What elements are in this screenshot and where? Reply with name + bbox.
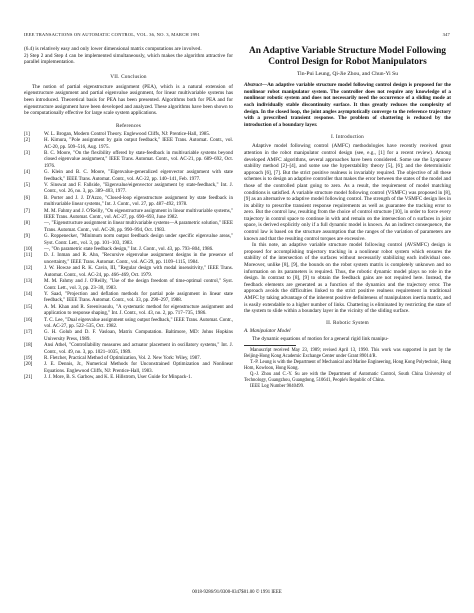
left-column [24,46,233,382]
reference-text: G. Klein and B. C. Moore, "Eigenvalue-generalized eigenvector assignment with state feedback," IEEE Trans. Automat. Contr., vol. AC-22, pp. 140–141, Feb. 1977. [44,170,233,182]
section-heading-robotic-system: II. Robotic System [326,319,369,326]
footnote: IEEE Log Number 9040499. [250,383,305,389]
reference-item [24,343,233,356]
reference-text: R. Fletcher, Practical Method of Optimization, Vol. 2. New York: Wiley, 1987. [44,355,201,361]
reference-list [24,132,233,382]
reference-number: [5] [24,183,30,188]
reference-number: [3] [24,150,30,156]
footnote: Manuscript received May 23, 1989; revised April 13, 1990. This work was supported in part by the Beijing-Hong Kong Academic Exchange Center under Grant 89014/R. [244,348,451,360]
reference-item [24,330,233,343]
reference-number: [9] [24,234,30,240]
reference-item [24,279,233,292]
paragraph-model: The dynamic equations of motion for a general rigid link manipu- [252,335,389,342]
paragraph-intro-1: Adaptive model following control (AMFC) methodologies have recently received great attention in the robot manipulator control design (see, e.g., [1] for a recent review). Among developed AMFC algorithms, several approaches have been considered. Some use the Lyapunov stability method [2]–[4], and some use the hyperstability theory [5], [6]; and the deterministic approach [6], [7]. But the strict positive realness is invariably required. The objective of all these schemes is to design an adaptive controller that makes the error between the states of the model and those of the controlled plant going to zero. As a result, the requirement of model matching conditions is satisfied. A variable structure model following control (VSMFC) was proposed in [8], [9] as an alternative to adaptive model following control. The strength of the VSMFC design lies in its ability to prescribe transient response requirements as well as guarantee the tracking error to zero. But the control law, resulting from the choice of control structure [10], in order to force every trajectory in control space to continue in with and remain on the intersection of n surfaces in joint space, is derived explicitly only if a full dynamic model is known. As an indirect consequence, the control law is based on the structure assumption that the ranges of the variation of parameters are known and that the resulting control torques are excessive. [244,143,451,242]
reference-text: Ansi Athel, "Controllability measures and actuator placement in oscillatory systems," Int. J. Contr., vol. 49, no. 3, pp. 1021–1035, 1989. [44,343,233,355]
reference-number: [13] [24,279,33,285]
reference-number: [21] [24,375,33,381]
section-heading-introduction: I. Introduction [331,134,364,141]
paragraph-conclusion: The notion of partial eigenstructure assignment (PEA), which is a natural extension of eigenstructure assignment and partial eigenvalue assignment, for linear multivariable systems has been introduced. Theoretical basis for PEA has been presented. Algorithms both for PEA and for eigenstructure assignment have been developed and analyzed. These algorithms have been shown to be computationally effective for large scale system applications. [24,83,233,117]
reference-number: [11] [24,253,33,259]
reference-number: [17] [24,330,33,336]
reference-text: M. M. Fahmy and J. O'Reilly, "On eigenstructure assignment in linear multivariable systems," IEEE Trans. Automat. Contr., vol. AC-27, pp. 690–693, June 1982. [44,208,233,221]
reference-item [24,375,233,381]
reference-number: [14] [24,291,33,297]
reference-item [24,170,233,183]
footnote: Q.-J. Zhou and C.-Y. Su are with the Department of Automatic Control, South China University of Technology, Guangzhou, Guangdong, 510641, People's Republic of China. [244,372,451,383]
paragraph-parallel-note: 2) Step 2 and Step 4 can be implemented simultaneously, which makes the algorithm attractive for parallel implementation. [24,52,233,66]
reference-item [24,318,233,331]
reference-number: [15] [24,304,33,310]
reference-number: [19] [24,355,33,361]
reference-item [24,234,233,247]
reference-number: [6] [24,195,30,201]
reference-text: G. Roppenecker, "Minimum norm output feedback design under specific eigenvalue areas," Syst. Contr. Lett., vol. 3, pp. 101–103, 1983. [44,234,233,246]
footnote-divider [244,345,296,346]
reference-text: J. E. Dennis, Jr., Numerical Methods for Unconstrained Optimization and Nonlinear Equations. Englewood Cliffs, NJ: Prentice-Hall, 1983. [44,362,233,374]
reference-text: V. Sinswat and F. Fallside, "Eigenvalue/eigenvector assignment by state-feedback," Int. J. Contr., vol. 26, no. 3, pp. 389–403, 1977. [44,183,233,195]
reference-text: W. L. Brogan, Modern Control Theory. Englewood Cliffs, NJ: Prentice-Hall, 1985. [44,131,211,137]
paper-title: An Adaptive Variable Structure Model Following Control Design for Robot Manipulators [249,46,446,67]
reference-number: [12] [24,266,33,272]
reference-text: T. C. Lee, "Dual eigenvalue assignment using output feedback," IEEE Trans. Automat. Contr., vol. AC-27, pp. 522–535, Oct. 1982. [44,317,233,329]
references-heading: References [115,122,142,129]
reference-number: [2] [24,138,30,144]
reference-number: [20] [24,362,33,368]
section-heading-conclusion: VII. Conclusion [110,73,147,80]
reference-item [24,292,233,305]
reference-item [24,138,233,151]
right-column [244,46,451,390]
reference-item [24,221,233,234]
subsection-heading-manipulator-model: A. Manipulator Model [244,327,291,334]
reference-item [24,196,233,209]
reference-text: D. J. Inman and R. Ahn, "Recursive eigenvalue assignment designs in the presence of uncertainty," IEEE Trans. Automat. Contr., vol. AC-29, pp. 1109–1115, 1984. [44,253,233,265]
abstract [244,82,451,128]
paper-authors: Tin-Pui Leung, Qi-Jie Zhou, and Chun-Yi Su [296,71,399,78]
reference-item [24,305,233,318]
reference-number: [7] [24,208,30,214]
reference-text: B. Porter and J. J. D'Azzo, "Closed-loop eigenstructure assignment by state feedback in multivariable linear systems," Int. J. Contr., vol. 27, pp. 487–492, 1978. [44,195,233,208]
reference-item [24,362,233,375]
paragraph-step-note: (6.4) is relatively easy and only lower dimensional matrix computations are involved. [24,46,202,52]
reference-item [24,253,233,266]
reference-item [24,209,233,222]
footnote: T.-P. Leung is with the Department of Mechanical and Marine Engineering, Hong Kong Polytechnic, Hung Hom, Kowloon, Hong Kong. [244,360,451,372]
page-number: 347 [442,32,450,37]
reference-item [24,266,233,279]
reference-number: [8] [24,221,30,227]
reference-text: A. M. Khan and R. Sreenivasulu, "A systematic method for eigenstructure assignment and application to response shaping," Int. J. Contr., vol. 43, no. 2, pp. 717–735, 1986. [44,304,233,317]
journal-header: IEEE TRANSACTIONS ON AUTOMATIC CONTROL, VOL. 36, NO. 3, MARCH 1991 [24,32,200,37]
reference-number: [16] [24,317,33,323]
reference-text: M. M. Fahmy and J. O'Reilly, "Use of the design freedom of time-optimal control," Syst. Contr. Lett., vol. 3, pp. 23–30, 1983. [44,279,233,291]
paragraph-intro-2: In this note, an adaptive variable structure model following control (AVSMFC) design is proposed for accomplishing trajectory tracking in a nonlinear robot system which ensures the stability of the intersection of the surfaces without necessarily stabilizing each individual one. Moreover, unlike [8], [9], the bounds on the robot system matrix is completely unknown and no information on its parameters is required. Thus, the robotic dynamic model plays no role in the design. In contrast to [8], [9] to obtain the feedback gains are not required here. Instead, the feedback elements are generated as a function of the dynamics and the trajectory error. The approach avoids the difficulties linked to the strict positive realness requirement in traditional AMFC by taking advantage of the inherent positive definiteness of manipulators inertia matrix, and is easily extendable to a higher number of links. Chattering is eliminated by restricting the state of the system to slide within a boundary layer in the vicinity of the sliding surface. [244,242,451,315]
reference-text: B. C. Moore, "On the flexibility offered by state-feedback in multivariable systems beyond closed eigenvalue assignment," IEEE Trans. Automat. Contr., vol. AC-21, pp. 689–692, Oct. 1976. [44,150,233,169]
reference-item [24,183,233,196]
copyright-line: 0018-9286/91/0300-0347$01.00 © 1991 IEEE [192,590,282,595]
reference-number: [10] [24,247,33,253]
reference-number: [1] [24,131,30,137]
reference-item [24,151,233,170]
reference-text: Y. Saad, "Projection and deflation methods for partial pole assignment in linear state feedback," IEEE Trans. Automat. Contr., vol. 33, pp. 290–297, 1988. [44,291,233,304]
reference-text: H. Kimura, "Pole assignment by gain output feedback," IEEE Trans. Automat. Contr., vol. AC-20, pp. 509–516, Aug. 1975. [44,138,233,150]
abstract-label: Abstract— [244,82,268,89]
reference-text: J. J. More, B. S. Garbow, and K. E. Hillstrom, User Guide for Minpack-1. [44,375,192,381]
abstract-text: An adaptive variable structure model following control design is proposed for the nonlinear robot manipulator system. The controller does not require any knowledge of a nonlinear robotic system and does not necessarily need the occurrence of a sliding mode at each individually stable discontinuity surface. It thus greatly reduces the complexity of design. In the closed loop, the joint angles asymptotically converge to the reference trajectory with a prescribed transient response. The problem of chattering is reduced by the introduction of a boundary layer. [244,82,451,128]
reference-text: J. W. Howze and R. K. Cavin, III, "Regular design with modal insensitivity," IEEE Trans. Automat. Contr., vol. AC-24, pp. 466–469, Oct. 1979. [44,266,233,278]
reference-number: [4] [24,170,30,176]
reference-text: G. H. Golub and D. F. Vasloan, Matrix Computation. Baltimore, MD: Johns Hopkins University Press, 1989. [44,330,233,342]
reference-number: [18] [24,343,33,349]
footnotes [244,348,451,389]
reference-text: —, "On parametric state feedback design," Int. J. Contr., vol. 43, pp. 793–804, 1986. [44,247,214,253]
reference-text: —, "Eigenstructure assignment in linear multivariable systems—A parametric solution," IEEE Trans. Automat. Contr., vol. AC-28, pp. 990–994, Oct. 1983. [44,221,233,233]
